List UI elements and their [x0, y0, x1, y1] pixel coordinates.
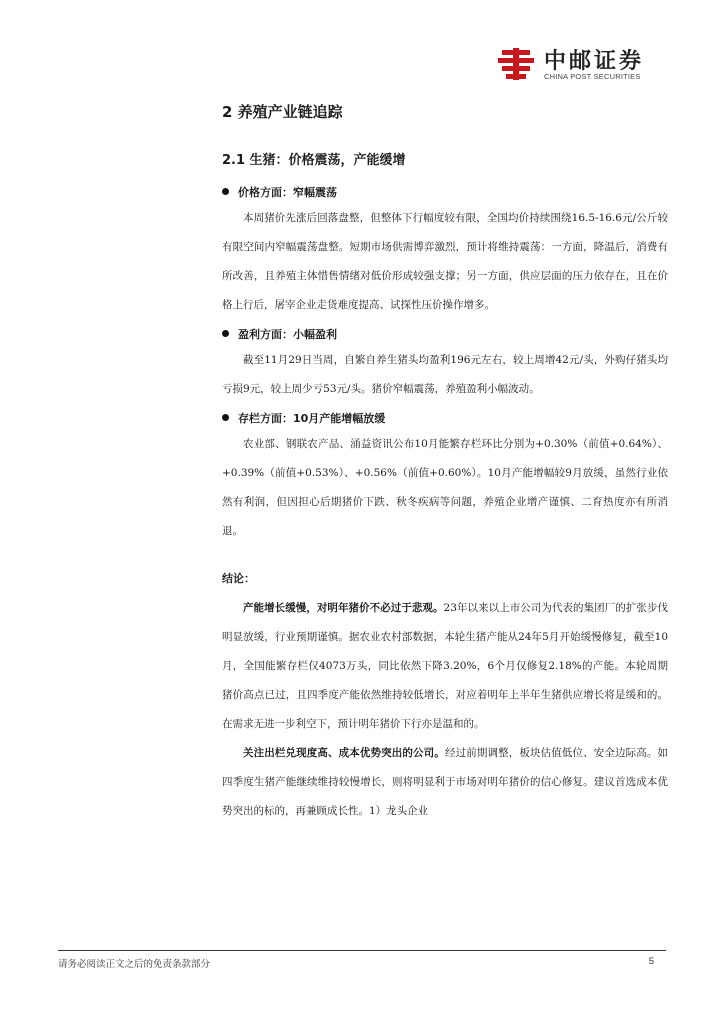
profit-heading-text: 盈利方面：小幅盈利 — [238, 328, 337, 341]
bullet-dot-icon — [222, 330, 229, 337]
conclusion-p1-text: 23年以来以上市公司为代表的集团厂的扩张步伐明显放缓，行业预期谨慎。据农业农村部数据，本轮生猪产能从24年5月开始缓慢修复，截至10月，全国能繁存栏仅4073万头，同比依然下降3.20%，6个月仅修复2.18%的产能。本轮周期猪价高点已过，且四季度产能依然维持较低增长，对应着明年上半年生猪供应增长将是缓和的。在需求无进一步利空下，预计明年猪价下行亦是温和的。 — [222, 602, 668, 730]
logo-chinese-name: 中邮证券 — [544, 49, 645, 74]
conclusion-title: 结论： — [222, 572, 255, 585]
inventory-heading — [222, 408, 668, 430]
conclusion-p2-bold: 关注出栏兑现度高、成本优势突出的公司。 — [243, 747, 445, 759]
bullet-dot-icon — [222, 414, 229, 421]
profit-paragraph: 截至11月29日当周，自繁自养生猪头均盈利196元左右，较上周增42元/头，外购仔猪头均亏损9元，较上周少亏53元/头。猪价窄幅震荡，养殖盈利小幅波动。 — [222, 354, 668, 395]
profit-heading — [222, 324, 668, 346]
conclusion-p2-text: 经过前期调整，板块估值低位、安全边际高。如四季度生猪产能继续维持较慢增长，则将明显利于市场对明年猪价的信心修复。建议首选成本优势突出的标的，再兼顾成长性。1）龙头企业 — [222, 747, 669, 817]
footer-disclaimer: 请务必阅读正文之后的免责条款部分 — [58, 959, 211, 970]
inventory-heading-text: 存栏方面：10月产能增幅放缓 — [238, 412, 386, 425]
conclusion-p1-bold: 产能增长缓慢，对明年猪价不必过于悲观。 — [243, 602, 444, 614]
price-heading-text: 价格方面：窄幅震荡 — [238, 186, 337, 199]
bullet-dot-icon — [222, 188, 229, 195]
main-content — [222, 100, 668, 826]
company-logo — [496, 40, 666, 90]
section-title: 2 养殖产业链追踪 — [222, 103, 343, 121]
logo-english-name: CHINA POST SECURITIES — [544, 72, 641, 81]
price-heading — [222, 182, 668, 204]
footer-divider — [58, 950, 666, 951]
china-post-logo-icon — [496, 44, 536, 84]
page-number: 5 — [648, 956, 654, 967]
price-paragraph: 本周猪价先涨后回落盘整，但整体下行幅度较有限，全国均价持续围绕16.5-16.6元/公斤较有限空间内窄幅震荡盘整。短期市场供需博弈激烈，预计将维持震荡：一方面，降温后，消费有所改善，且养殖主体惜售情绪对低价形成较强支撑；另一方面，供应层面的压力依存在，且在价格上行后，屠宰企业走货难度提高、试探性压价操作增多。 — [222, 212, 668, 311]
subsection-title: 2.1 生猪：价格震荡，产能缓增 — [222, 153, 406, 168]
inventory-paragraph: 农业部、钢联农产品、涌益资讯公布10月能繁存栏环比分别为+0.30%（前值+0.64%）、+0.39%（前值+0.53%）、+0.56%（前值+0.60%）。10月产能增幅较9月放缓，虽然行业依然有利润，但因担心后期猪价下跌、秋冬疾病等问题，养殖企业增产谨慎、二育热度亦有所消退。 — [222, 438, 668, 537]
conclusion-paragraph-2 — [222, 739, 668, 826]
conclusion-paragraph-1 — [222, 594, 668, 739]
